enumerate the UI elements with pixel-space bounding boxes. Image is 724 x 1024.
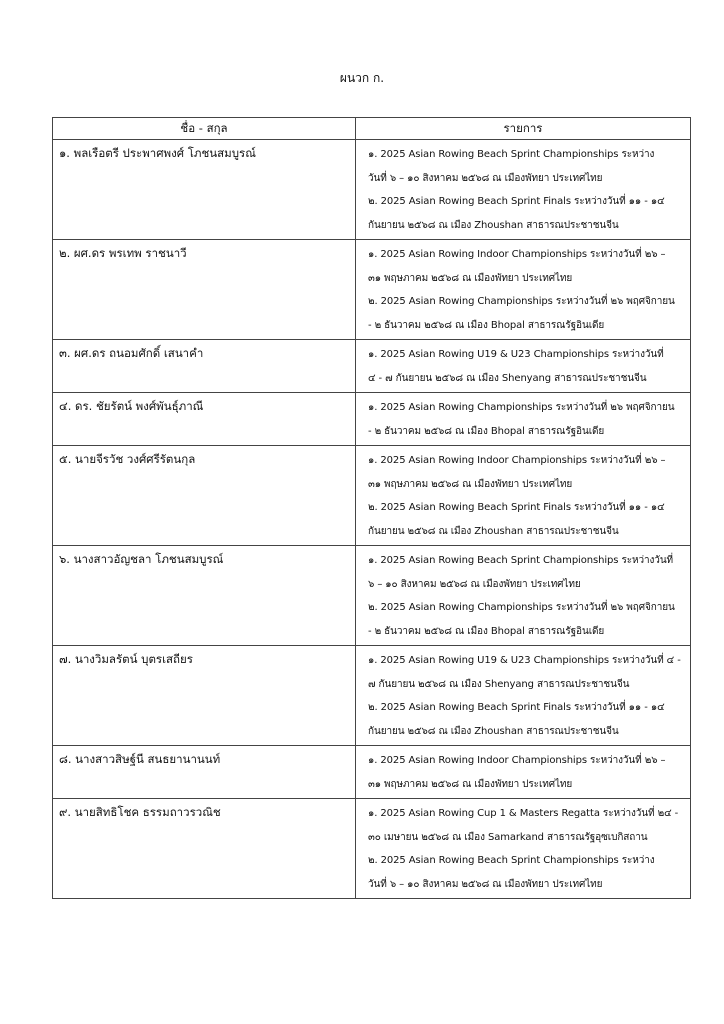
event-line: - ๒ ธันวาคม ๒๕๖๘ ณ เมือง Bhopal สาธารณรัฐอินเดีย: [368, 625, 605, 637]
person-name: ๘. นางสาวสิษฐ์นี สนธยานานนท์: [53, 746, 356, 799]
event-line: ๑. 2025 Asian Rowing Indoor Championships ระหว่างวันที่ ๒๖ –: [368, 249, 666, 260]
event-line: ๑. 2025 Asian Rowing Beach Sprint Championships ระหว่างวันที่: [368, 555, 674, 566]
event-line: ๑. 2025 Asian Rowing Indoor Championships ระหว่างวันที่ ๒๖ –: [368, 455, 666, 466]
event-line: วันที่ ๖ – ๑๐ สิงหาคม ๒๕๖๘ ณ เมืองพัทยา ประเทศไทย: [368, 878, 603, 890]
event-line: ๑. 2025 Asian Rowing Beach Sprint Championships ระหว่าง: [368, 149, 655, 160]
event-line: ๒. 2025 Asian Rowing Beach Sprint Finals ระหว่างวันที่ ๑๑ - ๑๔: [368, 702, 665, 713]
event-line: ๒. 2025 Asian Rowing Beach Sprint Finals ระหว่างวันที่ ๑๑ - ๑๔: [368, 502, 665, 513]
table-row: [53, 340, 691, 393]
event-line: กันยายน ๒๕๖๘ ณ เมือง Zhoushan สาธารณประชาชนจีน: [368, 525, 619, 537]
page-heading: ผนวก ก.: [339, 71, 385, 85]
person-name: ๒. ผศ.ดร พรเทพ ราชนาวี: [53, 240, 356, 340]
event-list: [356, 240, 691, 340]
event-list: [356, 340, 691, 393]
table-row: [53, 393, 691, 446]
event-line: ๔ - ๗ กันยายน ๒๕๖๘ ณ เมือง Shenyang สาธารณประชาชนจีน: [368, 372, 647, 384]
column-header-items: รายการ: [356, 118, 691, 140]
event-line: ๑. 2025 Asian Rowing U19 & U23 Championships ระหว่างวันที่ ๔ -: [368, 655, 681, 666]
event-list: [356, 546, 691, 646]
column-header-name: ชื่อ - สกุล: [53, 118, 356, 140]
event-line: ๗ กันยายน ๒๕๖๘ ณ เมือง Shenyang สาธารณประชาชนจีน: [368, 678, 630, 690]
event-line: ๒. 2025 Asian Rowing Championships ระหว่างวันที่ ๒๖ พฤศจิกายน: [368, 602, 675, 613]
event-line: ๓๑ พฤษภาคม ๒๕๖๘ ณ เมืองพัทยา ประเทศไทย: [368, 478, 573, 490]
person-name: ๔. ดร. ชัยรัตน์ พงศ์พันธุ์ภาณี: [53, 393, 356, 446]
annex-table: [52, 117, 691, 899]
event-line: กันยายน ๒๕๖๘ ณ เมือง Zhoushan สาธารณประชาชนจีน: [368, 725, 619, 737]
event-line: ๑. 2025 Asian Rowing Championships ระหว่างวันที่ ๒๖ พฤศจิกายน: [368, 402, 675, 413]
table-header-row: [53, 118, 691, 140]
event-line: - ๒ ธันวาคม ๒๕๖๘ ณ เมือง Bhopal สาธารณรัฐอินเดีย: [368, 319, 605, 331]
event-line: ๒. 2025 Asian Rowing Championships ระหว่างวันที่ ๒๖ พฤศจิกายน: [368, 296, 675, 307]
event-line: ๒. 2025 Asian Rowing Beach Sprint Championships ระหว่าง: [368, 855, 655, 866]
event-list: [356, 140, 691, 240]
table-row: [53, 646, 691, 746]
table-row: [53, 799, 691, 899]
event-line: ๓๑ พฤษภาคม ๒๕๖๘ ณ เมืองพัทยา ประเทศไทย: [368, 778, 573, 790]
event-line: วันที่ ๖ – ๑๐ สิงหาคม ๒๕๖๘ ณ เมืองพัทยา ประเทศไทย: [368, 172, 603, 184]
event-list: [356, 799, 691, 899]
event-line: ๑. 2025 Asian Rowing Cup 1 & Masters Regatta ระหว่างวันที่ ๒๔ -: [368, 808, 679, 819]
table-row: [53, 746, 691, 799]
event-line: ๑. 2025 Asian Rowing Indoor Championships ระหว่างวันที่ ๒๖ –: [368, 755, 666, 766]
event-list: [356, 393, 691, 446]
event-line: ๑. 2025 Asian Rowing U19 & U23 Championships ระหว่างวันที่: [368, 349, 664, 360]
person-name: ๕. นายจีรวัช วงศ์ศรีรัตนกุล: [53, 446, 356, 546]
event-line: ๒. 2025 Asian Rowing Beach Sprint Finals ระหว่างวันที่ ๑๑ - ๑๔: [368, 196, 665, 207]
event-line: ๓๐ เมษายน ๒๕๖๘ ณ เมือง Samarkand สาธารณรัฐอุซเบกิสถาน: [368, 831, 648, 843]
table-row: [53, 140, 691, 240]
event-list: [356, 446, 691, 546]
person-name: ๑. พลเรือตรี ประพาศพงศ์ โภชนสมบูรณ์: [53, 140, 356, 240]
event-list: [356, 646, 691, 746]
event-line: ๓๑ พฤษภาคม ๒๕๖๘ ณ เมืองพัทยา ประเทศไทย: [368, 272, 573, 284]
event-line: ๖ – ๑๐ สิงหาคม ๒๕๖๘ ณ เมืองพัทยา ประเทศไทย: [368, 578, 581, 590]
event-line: - ๒ ธันวาคม ๒๕๖๘ ณ เมือง Bhopal สาธารณรัฐอินเดีย: [368, 425, 605, 437]
person-name: ๖. นางสาวอัญชลา โภชนสมบูรณ์: [53, 546, 356, 646]
person-name: ๙. นายสิทธิโชค ธรรมถาวรวณิช: [53, 799, 356, 899]
table-row: [53, 546, 691, 646]
table-row: [53, 240, 691, 340]
table-row: [53, 446, 691, 546]
person-name: ๓. ผศ.ดร ถนอมศักดิ์ เสนาคำ: [53, 340, 356, 393]
person-name: ๗. นางวิมลรัตน์ บุตรเสถียร: [53, 646, 356, 746]
event-list: [356, 746, 691, 799]
event-line: กันยายน ๒๕๖๘ ณ เมือง Zhoushan สาธารณประชาชนจีน: [368, 219, 619, 231]
